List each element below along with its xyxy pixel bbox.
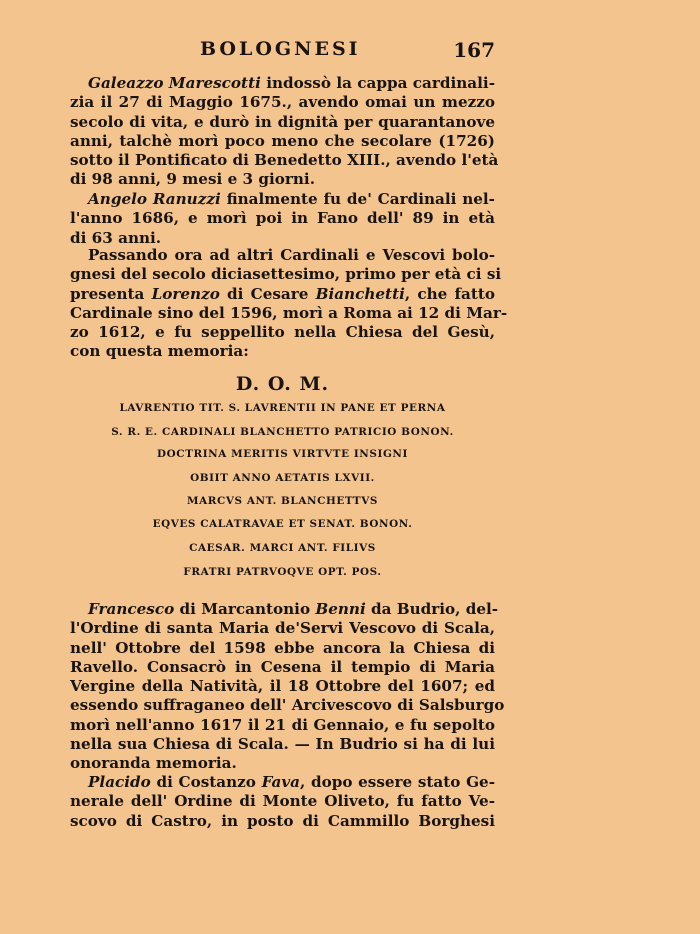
- epitaph-line: MARCVS ANT. BLANCHETTVS: [187, 495, 378, 507]
- text-line: Angelo Ranuzzi finalmente fu de' Cardinali nel-: [88, 190, 495, 208]
- text-line: gnesi del secolo diciasettesimo, primo per età ci si: [70, 265, 502, 284]
- running-title: BOLOGNESI: [200, 38, 361, 60]
- text-line: anni, talchè morì poco meno che secolare (1726): [70, 131, 495, 150]
- epitaph-line: EQVES CALATRAVAE ET SENAT. BONON.: [152, 518, 413, 530]
- text-line: secolo di vita, e durò in dignità per quarantanove: [70, 112, 495, 131]
- epitaph-line: FRATRI PATRVOQVE OPT. POS.: [183, 566, 382, 578]
- paragraph-fava: [70, 773, 495, 831]
- epitaph-line: LAVRENTIO TIT. S. LAVRENTII IN PANE ET PERNA: [119, 402, 446, 414]
- text-line: onoranda memoria.: [70, 754, 237, 773]
- text-line: l'anno 1686, e morì poi in Fano dell' 89 in età: [70, 209, 495, 228]
- person-name: Fava: [261, 773, 301, 791]
- person-name: Placido: [88, 773, 151, 791]
- person-name: Angelo Ranuzzi: [88, 190, 221, 208]
- epitaph-line: CAESAR. MARCI ANT. FILIVS: [189, 542, 376, 554]
- text-line: Vergine della Natività, il 18 Ottobre del 1607; ed: [70, 677, 495, 696]
- person-name: Galeazzo Marescotti: [88, 74, 261, 92]
- text-line: zia il 27 di Maggio 1675., avendo omai un mezzo: [70, 93, 495, 112]
- text-line: di 63 anni.: [70, 228, 162, 247]
- epitaph-line: OBIIT ANNO AETATIS LXVII.: [190, 472, 375, 484]
- epitaph-line: S. R. E. CARDINALI BLANCHETTO PATRICIO BONON.: [111, 426, 454, 438]
- person-name: Benni: [315, 600, 366, 618]
- epitaph-line: DOCTRINA MERITIS VIRTVTE INSIGNI: [157, 448, 408, 460]
- text-line: Placido di Costanzo Fava, dopo essere stato Ge-: [88, 773, 496, 791]
- text-line: l'Ordine di santa Maria de'Servi Vescovo di Scala,: [70, 619, 495, 638]
- person-name: Bianchetti: [315, 284, 405, 303]
- person-name: Francesco: [88, 600, 175, 618]
- page-number: 167: [453, 38, 495, 62]
- text-line: nerale dell' Ordine di Monte Oliveto, fu fatto Ve-: [70, 792, 495, 811]
- text-line: Galeazzo Marescotti indossò la cappa cardinali-: [88, 74, 495, 92]
- text-line: Ravello. Consacrò in Cesena il tempio di Maria: [70, 657, 495, 676]
- paragraph-benni: [70, 600, 505, 774]
- text-line: Passando ora ad altri Cardinali e Vescovi bolo-: [88, 246, 495, 264]
- text-line: Francesco di Marcantonio Benni da Budrio, del-: [88, 600, 499, 618]
- text-line: nella sua Chiesa di Scala. — In Budrio si ha di lui: [70, 735, 495, 754]
- text-line: di 98 anni, 9 mesi e 3 giorni.: [70, 170, 315, 189]
- text-line: morì nell'anno 1617 il 21 di Gennaio, e fu sepolto: [70, 715, 495, 734]
- text-line: essendo suffraganeo dell' Arcivescovo di Salsburgo: [70, 696, 505, 715]
- text-line: scovo di Castro, in posto di Cammillo Borghesi: [70, 811, 495, 830]
- epitaph-heading: D. O. M.: [235, 373, 330, 395]
- text-line: con questa memoria:: [70, 342, 249, 361]
- text-line: presenta Lorenzo di Cesare Bianchetti, che fatto: [70, 284, 495, 303]
- text-line: sotto il Pontificato di Benedetto XIII., avendo l'età: [70, 151, 499, 170]
- text-line: nell' Ottobre del 1598 ebbe ancora la Chiesa di: [70, 638, 495, 657]
- text-line: zo 1612, e fu seppellito nella Chiesa del Gesù,: [70, 323, 495, 342]
- text-line: Cardinale sino del 1596, morì a Roma ai 12 di Mar-: [70, 303, 508, 322]
- person-name: Lorenzo: [151, 284, 220, 303]
